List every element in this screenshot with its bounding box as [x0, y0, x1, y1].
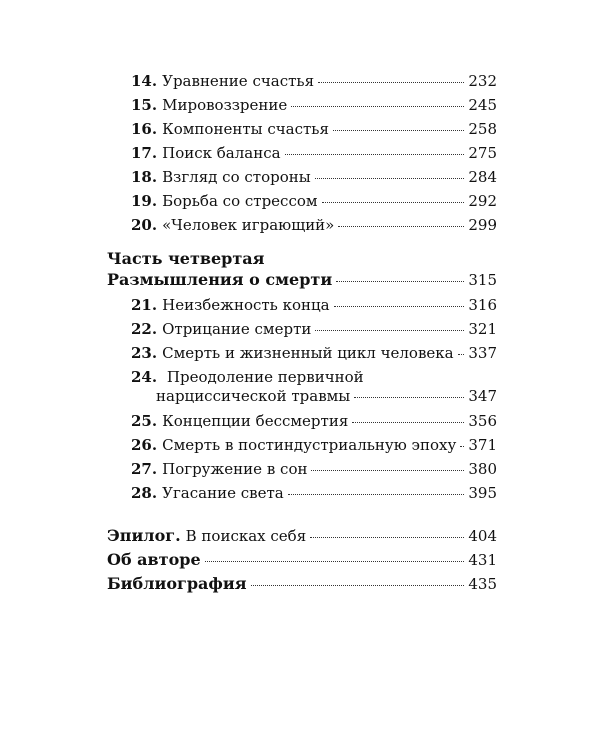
dot-leader [333, 130, 464, 131]
chapter-title: Уравнение счастья [162, 72, 315, 90]
epilogue-title: В поисках себя [185, 527, 307, 545]
chapter-title: Смерть и жизненный цикл человека [162, 344, 454, 362]
page-number: 245 [468, 96, 497, 114]
page-number: 321 [468, 320, 497, 338]
page-number: 431 [468, 551, 497, 569]
dot-leader [288, 494, 465, 495]
dot-leader [291, 106, 464, 107]
chapter-number: 14. [131, 72, 158, 90]
dot-leader [315, 330, 464, 331]
page-number: 315 [468, 271, 497, 289]
toc-entry-epilogue[interactable] [107, 527, 497, 545]
dot-leader [334, 306, 465, 307]
toc-entry-24-line1[interactable] [131, 368, 364, 386]
toc-entry-14[interactable] [131, 72, 497, 90]
page-number: 371 [468, 436, 497, 454]
dot-leader [205, 561, 465, 562]
toc-entry-15[interactable] [131, 96, 497, 114]
chapter-title: Борьба со стрессом [162, 192, 318, 210]
chapter-number: 15. [131, 96, 158, 114]
toc-entry-22[interactable] [131, 320, 497, 338]
chapter-title: Угасание света [162, 484, 284, 502]
toc-entry-25[interactable] [131, 412, 497, 430]
dot-leader [311, 470, 464, 471]
about-author-title: Об авторе [107, 550, 201, 569]
chapter-number: 28. [131, 484, 158, 502]
page-number: 258 [468, 120, 497, 138]
page-number: 232 [468, 72, 497, 90]
chapter-title: Отрицание смерти [162, 320, 312, 338]
page-number: 435 [468, 575, 497, 593]
chapter-title: «Человек играющий» [162, 216, 335, 234]
chapter-title-line2: нарциссической травмы [156, 387, 351, 405]
dot-leader [460, 446, 464, 447]
toc-entry-21[interactable] [131, 296, 497, 314]
chapter-title: Взгляд со стороны [162, 168, 311, 186]
dot-leader [354, 397, 464, 398]
page-number: 356 [468, 412, 497, 430]
toc-entry-23[interactable] [131, 344, 497, 362]
toc-entry-16[interactable] [131, 120, 497, 138]
dot-leader [310, 537, 464, 538]
dot-leader [338, 226, 464, 227]
page-number: 292 [468, 192, 497, 210]
page-number: 284 [468, 168, 497, 186]
chapter-number: 26. [131, 436, 158, 454]
chapter-title: Концепции бессмертия [162, 412, 349, 430]
toc-entry-27[interactable] [131, 460, 497, 478]
chapter-number: 20. [131, 216, 158, 234]
page-number: 337 [468, 344, 497, 362]
dot-leader [315, 178, 465, 179]
chapter-number: 23. [131, 344, 158, 362]
dot-leader [336, 281, 464, 282]
chapter-number: 16. [131, 120, 158, 138]
toc-entry-part-four[interactable] [107, 271, 497, 289]
chapter-title: Неизбежность конца [162, 296, 330, 314]
part-four-label: Часть четвертая [107, 249, 265, 268]
chapter-title: Поиск баланса [162, 144, 281, 162]
dot-leader [285, 154, 465, 155]
dot-leader [251, 585, 465, 586]
dot-leader [352, 422, 464, 423]
toc-entry-17[interactable] [131, 144, 497, 162]
chapter-number: 19. [131, 192, 158, 210]
chapter-title-line1: Преодоление первичной [166, 368, 364, 386]
page-number: 275 [468, 144, 497, 162]
epilogue-label: Эпилог. [107, 526, 181, 545]
page-number: 395 [468, 484, 497, 502]
chapter-number: 18. [131, 168, 158, 186]
page-number: 347 [468, 387, 497, 405]
bibliography-title: Библиография [107, 574, 247, 593]
chapter-title: Мировоззрение [162, 96, 288, 114]
page-number: 299 [468, 216, 497, 234]
chapter-number: 21. [131, 296, 158, 314]
toc-entry-28[interactable] [131, 484, 497, 502]
chapter-title: Смерть в постиндустриальную эпоху [162, 436, 457, 454]
toc-entry-20[interactable] [131, 216, 497, 234]
chapter-number: 27. [131, 460, 158, 478]
dot-leader [318, 82, 464, 83]
page-number: 380 [468, 460, 497, 478]
chapter-number: 22. [131, 320, 158, 338]
chapter-title: Компоненты счастья [162, 120, 329, 138]
toc-entry-about-author[interactable] [107, 551, 497, 569]
part-title: Размышления о смерти [107, 270, 333, 289]
chapter-number: 17. [131, 144, 158, 162]
page-number: 316 [468, 296, 497, 314]
dot-leader [322, 202, 465, 203]
chapter-title: Погружение в сон [162, 460, 308, 478]
chapter-number: 25. [131, 412, 158, 430]
toc-entry-18[interactable] [131, 168, 497, 186]
toc-entry-24-line2[interactable] [156, 387, 497, 405]
toc-entry-19[interactable] [131, 192, 497, 210]
toc-entry-26[interactable] [131, 436, 497, 454]
dot-leader [458, 354, 465, 355]
page-number: 404 [468, 527, 497, 545]
chapter-number: 24. [131, 368, 158, 386]
toc-entry-bibliography[interactable] [107, 575, 497, 593]
